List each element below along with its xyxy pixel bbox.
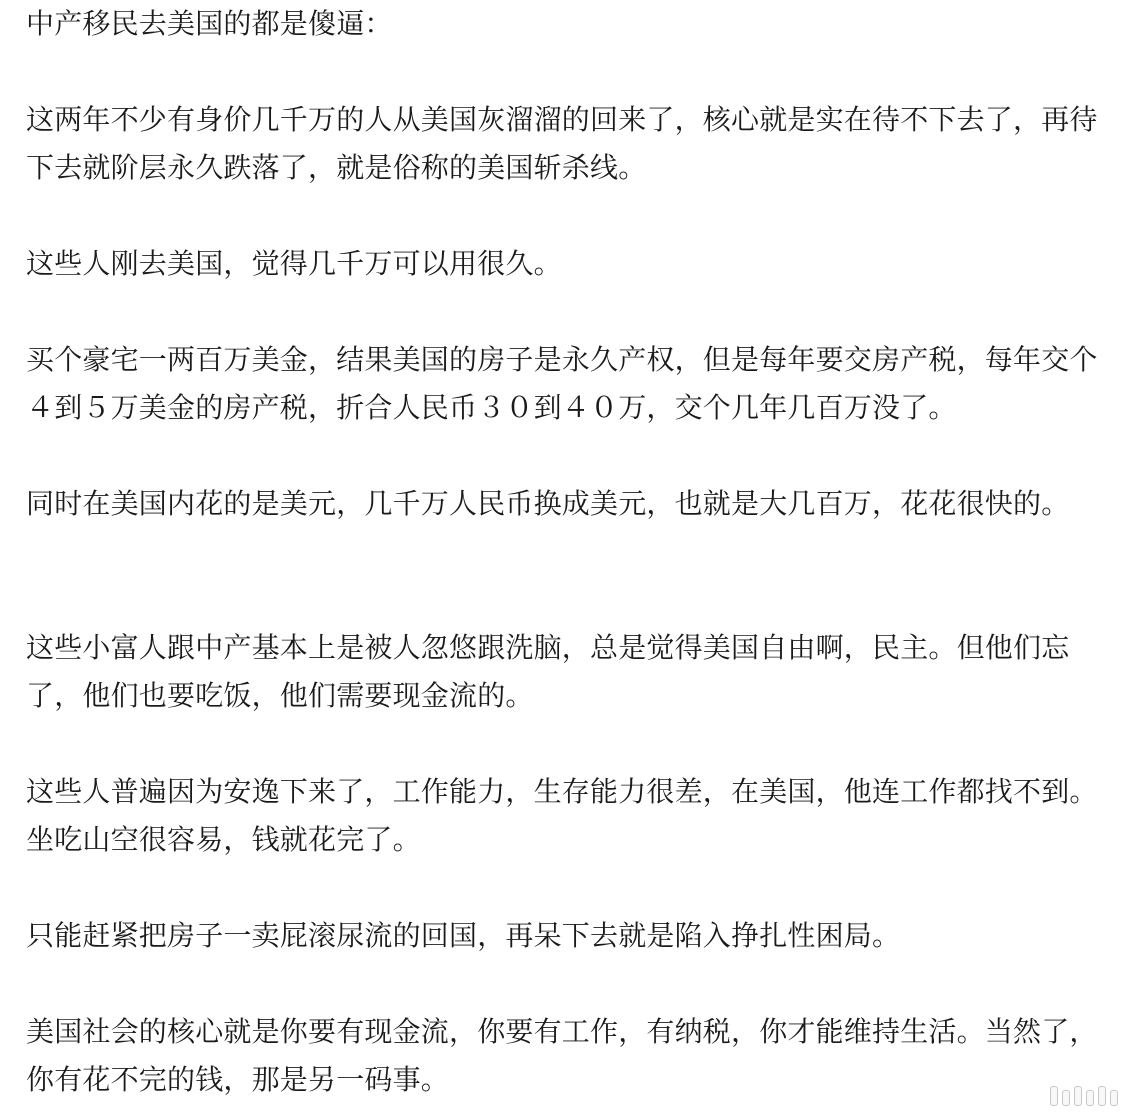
paragraph-6: 这些人普遍因为安逸下来了，工作能力，生存能力很差，在美国，他连工作都找不到。坐吃山空很容易，钱就花完了。 <box>26 775 1098 856</box>
paragraph-5: 这些小富人跟中产基本上是被人忽悠跟洗脑，总是觉得美国自由啊，民主。但他们忘了，他们也要吃饭，他们需要现金流的。 <box>26 631 1070 712</box>
paragraph-1: 这两年不少有身价几千万的人从美国灰溜溜的回来了，核心就是实在待不下去了，再待下去就阶层永久跌落了，就是俗称的美国斩杀线。 <box>26 103 1098 184</box>
paragraph-8: 美国社会的核心就是你要有现金流，你要有工作，有纳税，你才能维持生活。当然了，你有花不完的钱，那是另一码事。 <box>26 1015 1098 1096</box>
paragraph-3: 买个豪宅一两百万美金，结果美国的房子是永久产权，但是每年要交房产税，每年交个４到５万美金的房产税，折合人民币３０到４０万，交个几年几百万没了。 <box>26 343 1098 424</box>
watermark-bar <box>1074 1086 1082 1106</box>
post-title: 中产移民去美国的都是傻逼： <box>26 7 393 40</box>
watermark-bar <box>1062 1090 1070 1106</box>
watermark-bars-icon <box>1050 1086 1118 1106</box>
paragraph-7: 只能赶紧把房子一卖屁滚尿流的回国，再呆下去就是陷入挣扎性困局。 <box>26 919 901 952</box>
watermark-bar <box>1098 1086 1106 1106</box>
paragraph-4: 同时在美国内花的是美元，几千万人民币换成美元，也就是大几百万，花花很快的。 <box>26 487 1070 520</box>
watermark-bar <box>1050 1086 1058 1106</box>
watermark-bar <box>1086 1090 1094 1106</box>
watermark-bar <box>1110 1090 1118 1106</box>
paragraph-2: 这些人刚去美国，觉得几千万可以用很久。 <box>26 247 562 280</box>
